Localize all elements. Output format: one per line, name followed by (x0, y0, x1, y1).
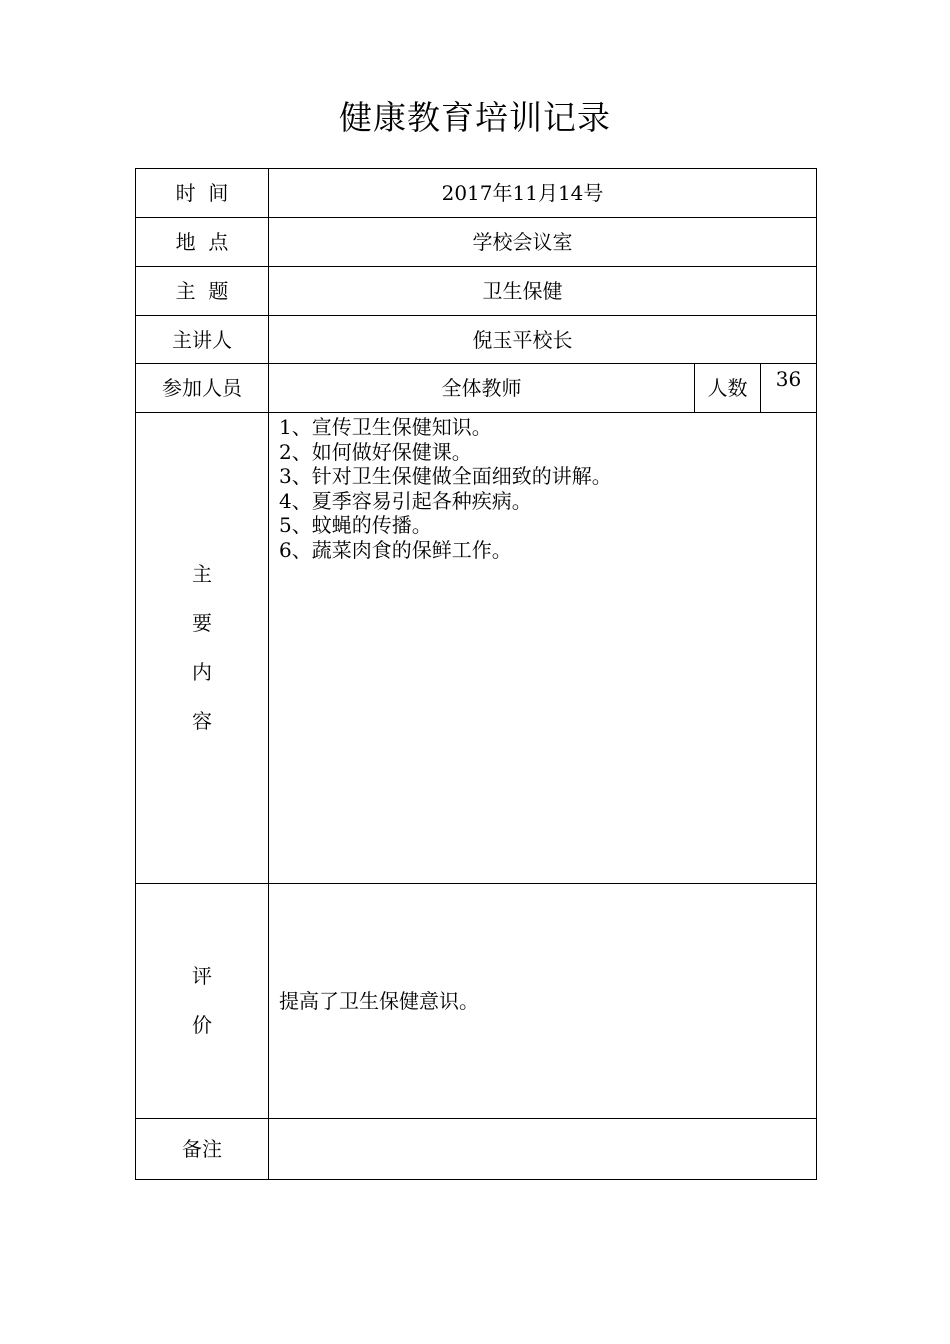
remarks-row (136, 1119, 817, 1180)
remarks-value (269, 1119, 817, 1180)
evaluation-label-char: 评 (192, 964, 212, 988)
topic-row (136, 267, 817, 316)
speaker-row (136, 316, 817, 364)
participants-value: 全体教师 (269, 364, 695, 413)
count-value: 36 (761, 364, 817, 413)
content-label (136, 413, 269, 884)
training-record-table (135, 168, 817, 1180)
time-label: 时 间 (136, 169, 269, 218)
participants-row (136, 364, 817, 413)
remarks-label: 备注 (136, 1119, 269, 1180)
content-label-char: 主 (192, 562, 212, 586)
time-row (136, 169, 817, 218)
content-label-char: 内 (192, 660, 212, 684)
content-label-char: 要 (192, 611, 212, 635)
content-label-char: 容 (192, 709, 212, 733)
place-value: 学校会议室 (269, 218, 817, 267)
content-item: 3、针对卫生保健做全面细致的讲解。 (279, 464, 612, 488)
speaker-value: 倪玉平校长 (269, 316, 817, 364)
content-item: 1、宣传卫生保健知识。 (279, 415, 492, 439)
topic-label: 主 题 (136, 267, 269, 316)
evaluation-label (136, 884, 269, 1119)
page-title: 健康教育培训记录 (339, 98, 611, 137)
participants-label: 参加人员 (136, 364, 269, 413)
content-item: 5、蚊蝇的传播。 (279, 513, 432, 537)
speaker-label: 主讲人 (136, 316, 269, 364)
evaluation-row (136, 884, 817, 1119)
count-label: 人数 (695, 364, 761, 413)
topic-value: 卫生保健 (269, 267, 817, 316)
content-row (136, 413, 817, 884)
evaluation-label-char: 价 (192, 1013, 212, 1037)
place-row (136, 218, 817, 267)
content-value (269, 413, 817, 884)
evaluation-value: 提高了卫生保健意识。 (269, 884, 817, 1119)
content-item: 6、蔬菜肉食的保鲜工作。 (279, 537, 512, 562)
place-label: 地 点 (136, 218, 269, 267)
content-item: 2、如何做好保健课。 (279, 439, 472, 464)
content-item: 4、夏季容易引起各种疾病。 (279, 488, 532, 513)
time-value: 2017年11月14号 (269, 169, 817, 218)
